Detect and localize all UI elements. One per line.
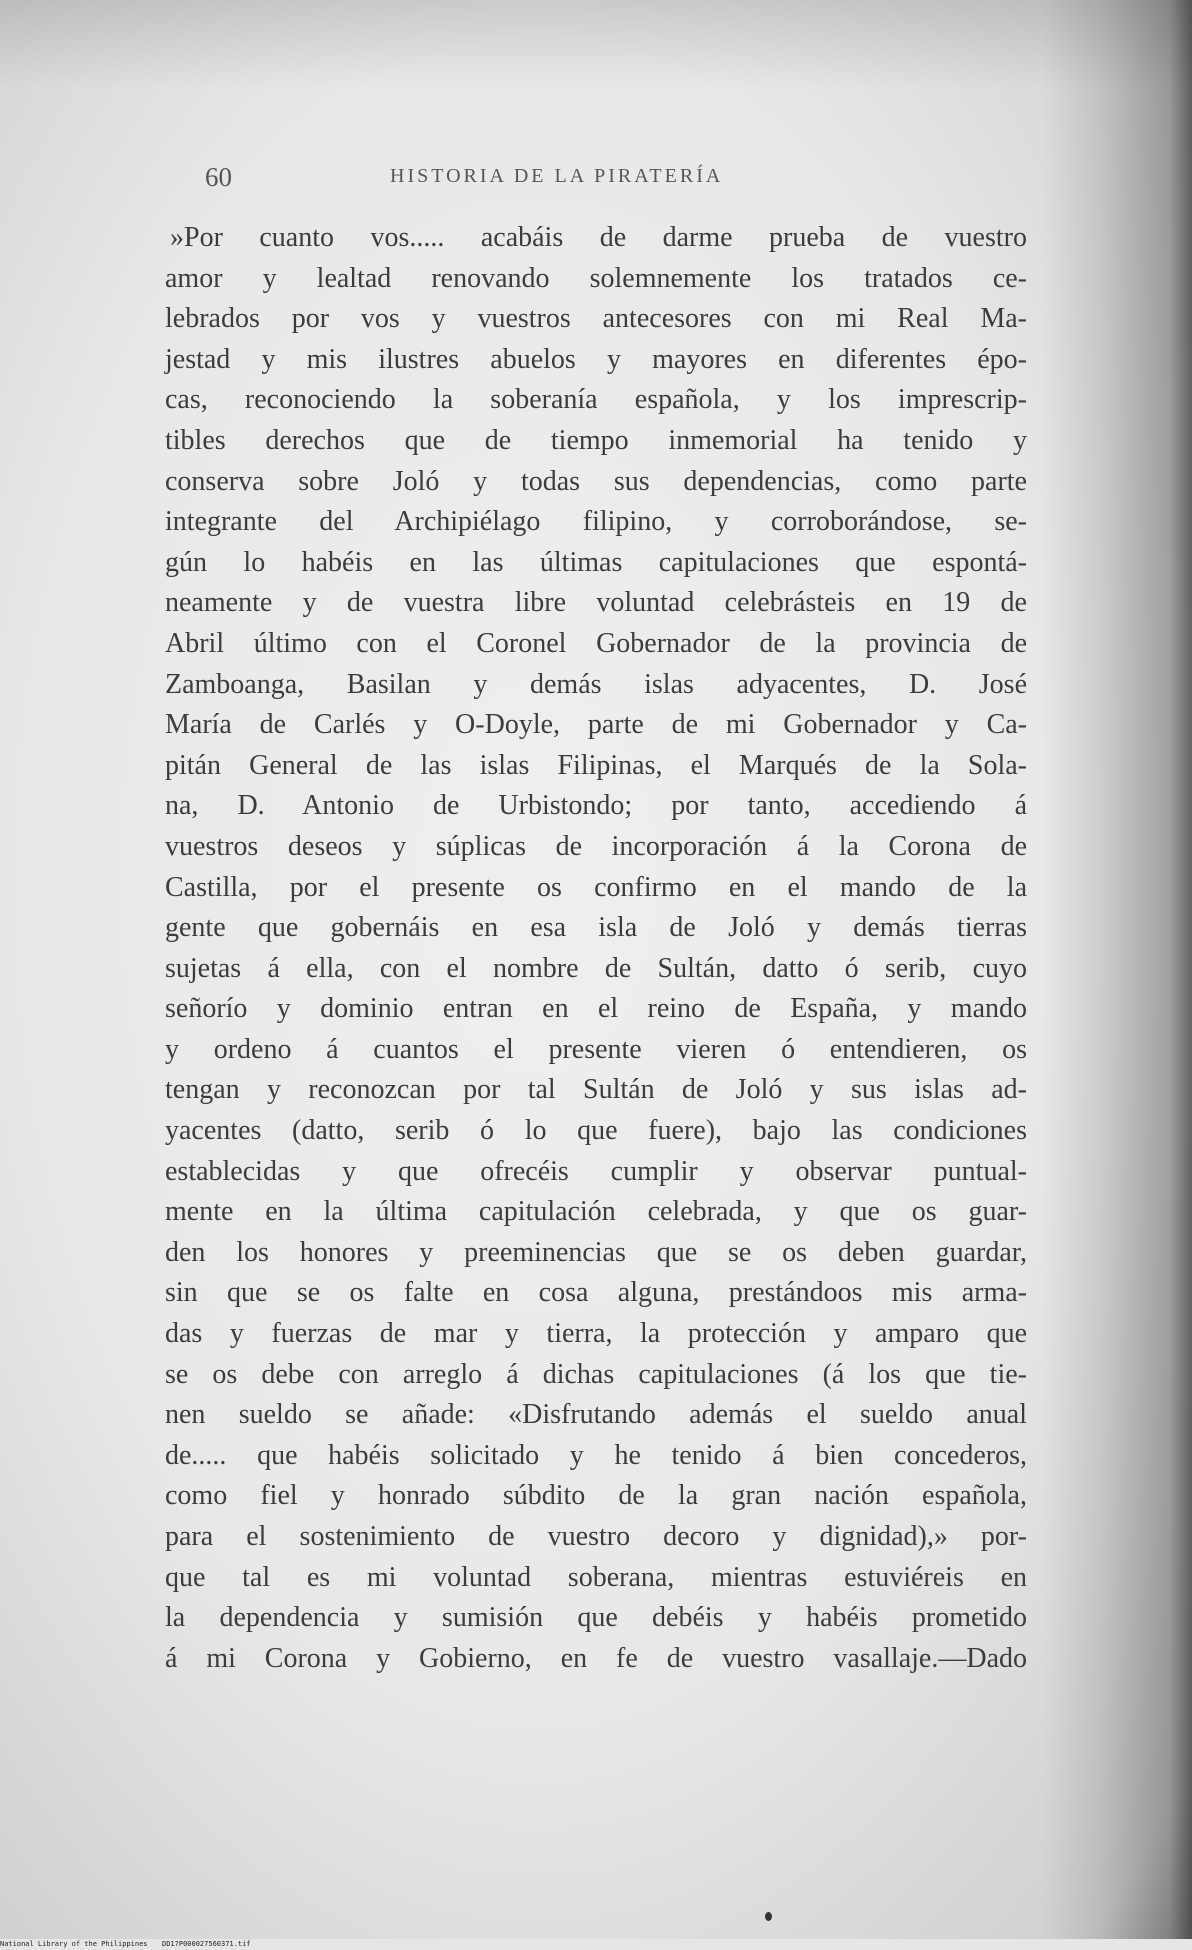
text-line: la dependencia y sumisión que debéis y habéis prometido xyxy=(165,1602,1027,1634)
text-line: tengan y reconozcan por tal Sultán de Joló y sus islas ad- xyxy=(165,1074,1027,1106)
text-line: establecidas y que ofrecéis cumplir y observar puntual- xyxy=(165,1155,1027,1187)
scan-footer-filename: DD17P000027560371.tif xyxy=(162,1940,251,1948)
text-line: gente que gobernáis en esa isla de Joló y demás tierras xyxy=(165,912,1027,944)
text-line: nen sueldo se añade: «Disfrutando además el sueldo anual xyxy=(165,1399,1027,1431)
ink-dot-mark xyxy=(765,1912,772,1921)
text-line: neamente y de vuestra libre voluntad celebrásteis en 19 de xyxy=(165,587,1027,619)
text-line: den los honores y preeminencias que se os deben guardar, xyxy=(165,1236,1027,1268)
text-line: sin que se os falte en cosa alguna, prestándoos mis arma- xyxy=(165,1277,1027,1309)
text-line: na, D. Antonio de Urbistondo; por tanto, accediendo á xyxy=(165,790,1027,822)
body-text xyxy=(165,218,1027,1679)
text-line: Castilla, por el presente os confirmo en el mando de la xyxy=(165,871,1027,903)
text-line: sujetas á ella, con el nombre de Sultán, datto ó serib, cuyo xyxy=(165,952,1027,984)
text-line: mente en la última capitulación celebrada, y que os guar- xyxy=(165,1196,1027,1228)
text-line: lebrados por vos y vuestros antecesores con mi Real Ma- xyxy=(165,303,1027,335)
text-line: das y fuerzas de mar y tierra, la protección y amparo que xyxy=(165,1318,1027,1350)
text-line: conserva sobre Joló y todas sus dependencias, como parte xyxy=(165,465,1027,497)
text-line: vuestros deseos y súplicas de incorporación á la Corona de xyxy=(165,830,1027,862)
text-line: gún lo habéis en las últimas capitulaciones que espontá- xyxy=(165,546,1027,578)
text-line: tibles derechos que de tiempo inmemorial ha tenido y xyxy=(165,424,1027,456)
scan-footer-library: National Library of the Philippines xyxy=(0,1940,148,1948)
running-title: HISTORIA DE LA PIRATERÍA xyxy=(390,165,724,187)
binding-shadow xyxy=(1042,0,1192,1950)
text-line: Abril último con el Coronel Gobernador de la provincia de xyxy=(165,627,1027,659)
text-line: como fiel y honrado súbdito de la gran nación española, xyxy=(165,1480,1027,1512)
text-line: pitán General de las islas Filipinas, el Marqués de la Sola- xyxy=(165,749,1027,781)
text-line: amor y lealtad renovando solemnemente los tratados ce- xyxy=(165,262,1027,294)
text-line: y ordeno á cuantos el presente vieren ó entendieren, os xyxy=(165,1033,1027,1065)
text-line: se os debe con arreglo á dichas capitulaciones (á los que tie- xyxy=(165,1358,1027,1390)
page-number: 60 xyxy=(205,162,232,192)
text-line: »Por cuanto vos..... acabáis de darme prueba de vuestro xyxy=(170,222,1027,253)
text-line: María de Carlés y O-Doyle, parte de mi Gobernador y Ca- xyxy=(165,709,1027,741)
text-line: yacentes (datto, serib ó lo que fuere), bajo las condiciones xyxy=(165,1115,1027,1147)
text-line: Zamboanga, Basilan y demás islas adyacentes, D. José xyxy=(165,668,1027,700)
text-line: integrante del Archipiélago filipino, y corroborándose, se- xyxy=(165,506,1027,538)
text-line: para el sostenimiento de vuestro decoro y dignidad),» por- xyxy=(165,1521,1027,1552)
text-line: de..... que habéis solicitado y he tenido á bien concederos, xyxy=(165,1439,1027,1471)
running-header xyxy=(205,162,905,192)
text-line: que tal es mi voluntad soberana, mientras estuviéreis en xyxy=(165,1561,1027,1593)
text-line: cas, reconociendo la soberanía española, y los imprescrip- xyxy=(165,384,1027,416)
text-line: jestad y mis ilustres abuelos y mayores en diferentes épo- xyxy=(165,343,1027,375)
top-edge-shadow xyxy=(0,0,1192,90)
text-line: señorío y dominio entran en el reino de España, y mando xyxy=(165,993,1027,1025)
text-line: á mi Corona y Gobierno, en fe de vuestro vasallaje.—Dado xyxy=(165,1642,1027,1674)
